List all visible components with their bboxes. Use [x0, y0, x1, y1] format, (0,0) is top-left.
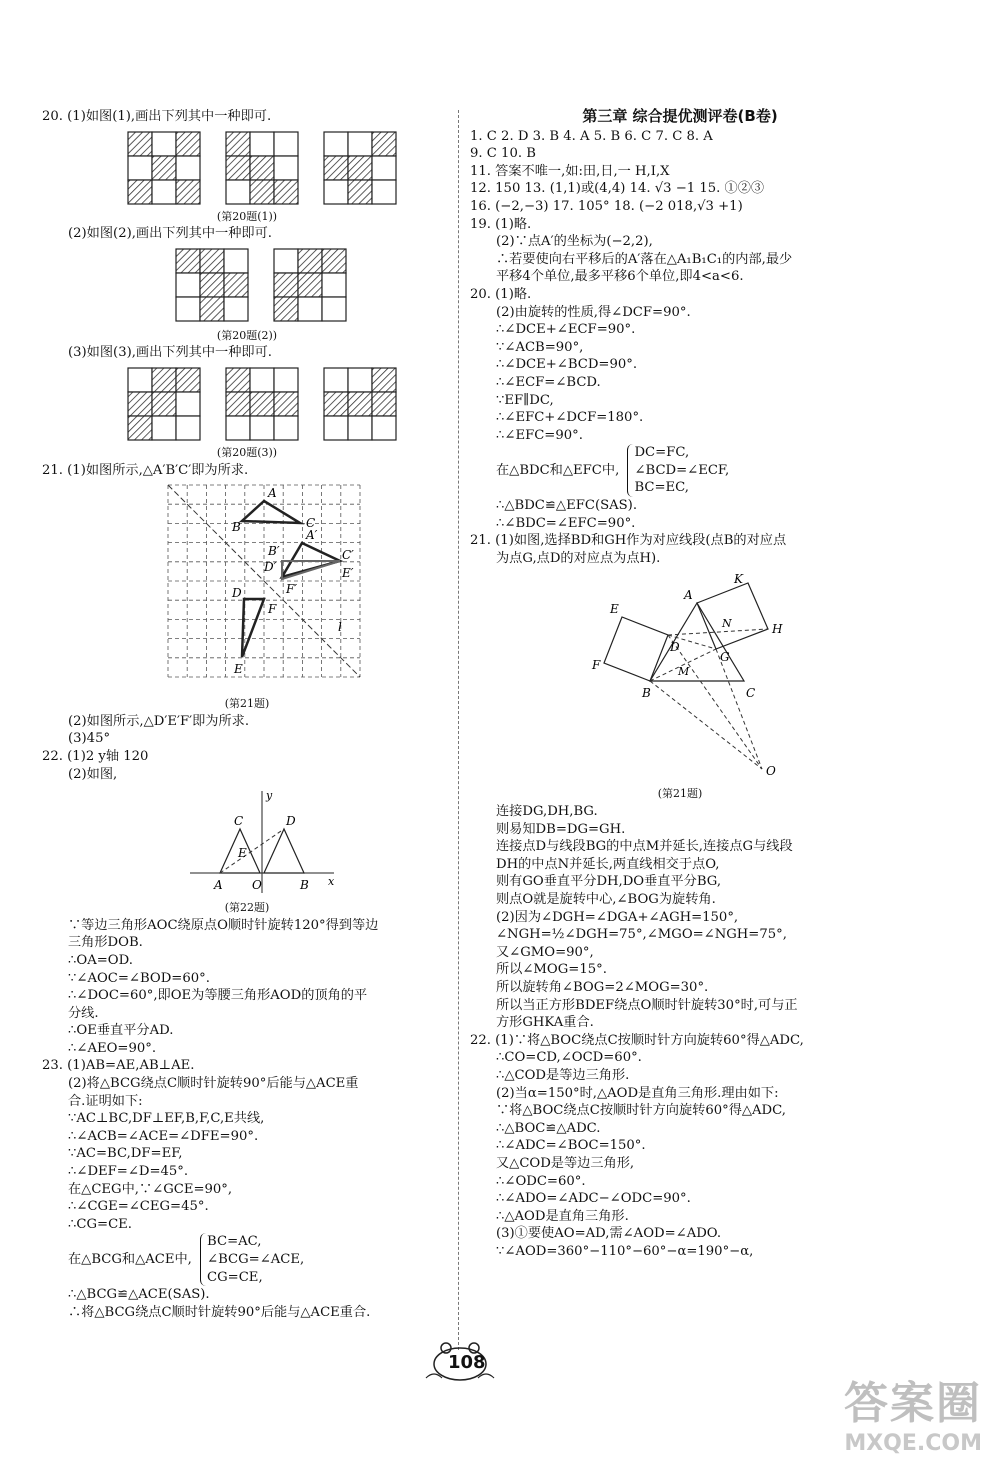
- grid-cell: [200, 249, 224, 273]
- label-A: A: [684, 588, 693, 603]
- q20-fig2: [42, 245, 452, 325]
- q19-line: 19. (1)略.: [470, 216, 532, 232]
- q22-line: ∴∠AEO=90°.: [68, 1040, 157, 1056]
- q23-line: 在△CEG中,∵∠GCE=90°,: [68, 1181, 233, 1197]
- q20-fig3: [42, 364, 452, 442]
- q21-part3: (3)45°: [68, 731, 111, 747]
- grid-cell: [348, 132, 372, 156]
- label-O: O: [766, 764, 776, 779]
- q20-line: ∵∠ACB=90°,: [496, 339, 584, 355]
- grid-cell: [348, 368, 372, 392]
- label-D: D: [286, 814, 296, 829]
- q20-end: ∴∠BDC=∠EFC=90°.: [496, 515, 636, 531]
- q22-part2: (2)如图,: [68, 766, 118, 782]
- label-N: N: [722, 617, 732, 631]
- grid-cell: [372, 156, 396, 180]
- grid-cell: [250, 156, 274, 180]
- q21-line: 则易知DB=DG=GH.: [496, 821, 626, 837]
- q22-line: ∵∠AOD=360°−110°−60°−α=190°−α,: [496, 1243, 754, 1259]
- grid-cell: [298, 249, 322, 273]
- q22-line: 22. (1)∵将△BOC绕点C按顺时针方向旋转60°得△ADC,: [470, 1032, 804, 1048]
- q21-rotation-figure: [470, 569, 890, 783]
- q20-fig1: [42, 128, 452, 206]
- triangle-abc: [242, 501, 300, 523]
- q22-line: ∴∠ADO=∠ADC−∠ODC=90°.: [496, 1191, 691, 1207]
- q20-part2: (2)如图(2),画出下列其中一种即可.: [68, 226, 272, 242]
- right-column: [470, 108, 890, 1260]
- label-B1: B′: [268, 544, 280, 559]
- label-H: H: [772, 622, 783, 637]
- q20-part3: (3)如图(3),画出下列其中一种即可.: [68, 345, 272, 361]
- q22-line: ∴△AOD是直角三角形.: [496, 1208, 629, 1224]
- grid-cell: [176, 249, 200, 273]
- q20-line: ∴∠DCE+∠ECF=90°.: [496, 322, 636, 338]
- q23-line: ∴∠DEF=∠D=45°.: [68, 1164, 189, 1180]
- grid-cell: [226, 156, 250, 180]
- q20-brace-line: BC=EC,: [634, 480, 689, 496]
- q21-line: 方形GHKA重合.: [496, 1015, 594, 1031]
- watermark-text: 答案圈: [844, 1378, 982, 1429]
- grid-cell: [128, 180, 152, 204]
- q23-brace-pre: 在△BCG和△ACE中,: [68, 1252, 192, 1268]
- q20-brace: [627, 444, 729, 497]
- q22-line: ∴OA=OD.: [68, 952, 133, 968]
- q20-brace-block: [496, 444, 890, 497]
- grid-cell: [224, 249, 248, 273]
- q23-line: 23. (1)AB=AE,AB⊥AE.: [42, 1058, 195, 1074]
- label-l: l: [338, 620, 342, 635]
- grid-cell: [152, 156, 176, 180]
- grid-cell: [274, 416, 298, 440]
- q21-line: 所以∠MOG=15°.: [496, 962, 607, 978]
- grid-cell: [226, 416, 250, 440]
- grid-cell: [128, 416, 152, 440]
- q23-line: 合.证明如下:: [68, 1093, 143, 1109]
- grid-cell: [128, 156, 152, 180]
- grid-cell: [176, 180, 200, 204]
- q21-line: ∠NGH=½∠DGH=75°,∠MGO=∠NGH=75°,: [496, 927, 787, 943]
- label-F: F: [592, 658, 601, 673]
- grid-cell: [324, 180, 348, 204]
- grid-cell: [176, 368, 200, 392]
- grid-cell: [348, 156, 372, 180]
- q22-line: ∴△COD是等边三角形.: [496, 1067, 630, 1083]
- q21-caption: (第21题): [224, 697, 270, 711]
- label-B: B: [232, 520, 241, 535]
- grid-cell: [176, 132, 200, 156]
- grid-cell: [274, 368, 298, 392]
- grid-cell: [274, 132, 298, 156]
- q23-line: ∴∠CGE=∠CEG=45°.: [68, 1199, 209, 1215]
- label-E: E: [610, 602, 619, 617]
- grid-cell: [348, 392, 372, 416]
- grid-cell: [224, 297, 248, 321]
- q22-line: ∴∠ADC=∠BOC=150°.: [496, 1138, 646, 1154]
- q20-line: ∴∠EFC=90°.: [496, 427, 583, 443]
- grid-cell: [152, 180, 176, 204]
- grid-cell: [226, 368, 250, 392]
- q23-brace-line: BC=AC,: [207, 1234, 262, 1250]
- grid-cell: [250, 416, 274, 440]
- grid-cell: [372, 180, 396, 204]
- label-A: A: [268, 486, 277, 501]
- grid-cell: [250, 132, 274, 156]
- q22-line: 分线.: [68, 1005, 99, 1021]
- q22-line: ∴∠ODC=60°.: [496, 1173, 586, 1189]
- grid-cell: [324, 368, 348, 392]
- grid-cell: [348, 180, 372, 204]
- grid-cell: [250, 392, 274, 416]
- label-B: B: [642, 686, 651, 701]
- q20-caption2: (第20题(2)): [216, 328, 278, 342]
- label-y: y: [266, 789, 273, 803]
- q22-part1: 22. (1)2 y轴 120: [42, 748, 149, 764]
- q21-line: 则点O就是旋转中心,∠BOG为旋转角.: [496, 892, 716, 907]
- label-C: C: [746, 686, 756, 701]
- q23-line: ∵AC=BC,DF=EF,: [68, 1146, 183, 1162]
- q20-line: (2)由旋转的性质,得∠DCF=90°.: [496, 304, 691, 320]
- q21-head: 为点G,点D的对应点为点H).: [496, 550, 661, 566]
- grid-cell: [152, 368, 176, 392]
- q21-part1: 21. (1)如图所示,△A′B′C′即为所求.: [42, 462, 249, 478]
- q21-line: 则有GO垂直平分DH,DO垂直平分BG,: [496, 874, 722, 890]
- q23-end: ∴△BCG≌△ACE(SAS).: [68, 1287, 210, 1303]
- q20-line: ∴∠DCE+∠BCD=90°.: [496, 357, 638, 373]
- q22-line: (3)①要使AO=AD,需∠AOD=∠ADO.: [496, 1226, 722, 1242]
- label-M: M: [678, 665, 690, 679]
- grid-cell: [176, 156, 200, 180]
- grid-cell: [348, 416, 372, 440]
- grid-cell: [372, 368, 396, 392]
- q22-line: (2)当α=150°时,△AOD是直角三角形.理由如下:: [496, 1085, 779, 1101]
- q21-grid-figure: [42, 481, 452, 693]
- q23-line: ∴CG=CE.: [68, 1216, 132, 1232]
- label-F: F: [268, 602, 277, 617]
- q21-head: 21. (1)如图,选择BD和GH作为对应线段(点B的对应点: [470, 533, 787, 549]
- q20-line: ∴∠ECF=∠BCD.: [496, 374, 601, 390]
- grid-cell: [152, 392, 176, 416]
- q21-line: 又∠GMO=90°,: [496, 944, 594, 960]
- grid-cell: [226, 132, 250, 156]
- q20-line: ∵EF∥DC,: [496, 392, 554, 408]
- q23-line: ∵AC⊥BC,DF⊥EF,B,F,C,E共线,: [68, 1111, 265, 1127]
- grid-cell: [372, 416, 396, 440]
- q22-line: 又△COD是等边三角形,: [496, 1155, 635, 1171]
- grid-cell: [274, 180, 298, 204]
- q22-line: ∴∠DOC=60°,即OE为等腰三角形AOD的顶角的平: [68, 988, 368, 1004]
- label-B: B: [300, 878, 309, 893]
- grid-cell: [324, 392, 348, 416]
- q22-line: ∵∠AOC=∠BOD=60°.: [68, 970, 210, 986]
- q21-figure: [42, 481, 452, 693]
- label-D1: D′: [264, 560, 277, 575]
- grid-cell: [176, 416, 200, 440]
- q21-squares-figure: [470, 569, 890, 783]
- q19-line: (2)∵点A′的坐标为(−2,2),: [496, 234, 653, 250]
- grid-cell: [200, 297, 224, 321]
- q22-line: ∵等边三角形AOC绕原点O顺时针旋转120°得到等边: [68, 917, 379, 933]
- q22-figure: [42, 785, 452, 897]
- answer-line: 11. 答案不唯一,如:田,日,一 H,I,X: [470, 163, 670, 179]
- grid-cell: [176, 273, 200, 297]
- q23-brace-line: CG=CE,: [207, 1269, 263, 1285]
- section-title: 第三章 综合提优测评卷(B卷): [582, 107, 778, 125]
- grid-cell: [128, 392, 152, 416]
- answer-line: 16. (−2,−3) 17. 105° 18. (−2 018,√3 +1): [470, 198, 743, 214]
- label-x: x: [328, 875, 335, 889]
- label-E: E: [234, 662, 243, 677]
- left-column: [42, 108, 452, 1321]
- q23-end: ∴将△BCG绕点C顺时针旋转90°后能与△ACE重合.: [68, 1304, 371, 1320]
- grid-cell: [372, 392, 396, 416]
- answer-line: 12. 150 13. (1,1)或(4,4) 14. √3 −1 15. ①②③: [470, 181, 765, 197]
- label-A1: A′: [306, 528, 318, 543]
- label-E: E: [238, 846, 247, 861]
- q23-brace-block: [68, 1233, 452, 1286]
- grid-cell: [322, 297, 346, 321]
- q22-proof: [42, 917, 452, 1058]
- q22-line: ∴CO=CD,∠OCD=60°.: [496, 1050, 642, 1066]
- q20-caption3: (第20题(3)): [216, 445, 278, 459]
- q23-brace-line: ∠BCG=∠ACE,: [207, 1252, 305, 1267]
- q21-caption: (第21题): [657, 787, 703, 801]
- q23-line: (2)将△BCG绕点C顺时针旋转90°后能与△ACE重: [68, 1076, 359, 1092]
- label-C1: C′: [342, 548, 354, 563]
- label-F1: F′: [286, 582, 298, 597]
- q22-line: ∵将△BOC绕点C按顺时针方向旋转60°得△ADC,: [496, 1103, 786, 1119]
- triangle-def: [242, 599, 264, 657]
- q22-line: ∴OE垂直平分AD.: [68, 1023, 174, 1039]
- label-C: C: [234, 814, 244, 829]
- q20-brace-line: DC=FC,: [634, 445, 690, 461]
- grid-cell: [274, 297, 298, 321]
- q21-line: 连接DG,DH,BG.: [496, 804, 598, 820]
- q20-brace-line: ∠BCD=∠ECF,: [634, 462, 730, 478]
- grid-cell: [128, 368, 152, 392]
- grid-cell: [176, 392, 200, 416]
- q20-grids-2: [42, 245, 452, 325]
- q20-caption1: (第20题(1)): [216, 209, 278, 223]
- label-K: K: [734, 572, 743, 587]
- q21-line: 连接点D与线段BG的中点M并延长,连接点G与线段: [496, 839, 793, 855]
- grid-cell: [200, 273, 224, 297]
- q22-caption: (第22题): [224, 901, 270, 915]
- label-G: G: [720, 650, 730, 665]
- q21-line: 所以当正方形BDEF绕点O顺时针旋转30°时,可与正: [496, 997, 798, 1013]
- grid-cell: [152, 416, 176, 440]
- label-C: C: [306, 516, 316, 531]
- grid-cell: [226, 392, 250, 416]
- q22-coordinate-figure: [42, 785, 452, 897]
- q22-line: 三角形DOB.: [68, 935, 143, 951]
- grid-cell: [324, 132, 348, 156]
- q20-grids-3: [42, 364, 452, 442]
- grid-cell: [324, 156, 348, 180]
- grid-cell: [274, 249, 298, 273]
- grid-cell: [250, 368, 274, 392]
- q20-line: ∴∠EFC+∠DCF=180°.: [496, 410, 644, 426]
- label-E1: E′: [342, 566, 354, 581]
- q20-grids-1: [42, 128, 452, 206]
- page-number: 108: [448, 1352, 486, 1373]
- grid-cell: [274, 273, 298, 297]
- grid-cell: [298, 297, 322, 321]
- q23-brace: [200, 1233, 304, 1286]
- label-O: O: [252, 878, 262, 893]
- grid-cell: [322, 273, 346, 297]
- q21-line: 所以旋转角∠BOG=2∠MOG=30°.: [496, 979, 709, 995]
- label-A: A: [214, 878, 223, 893]
- grid-cell: [226, 180, 250, 204]
- q21-part2: (2)如图所示,△D′E′F′即为所求.: [68, 713, 250, 729]
- watermark-url: MXQE.COM: [844, 1431, 982, 1456]
- q22-line: ∴△BOC≌△ADC.: [496, 1120, 601, 1136]
- grid-cell: [224, 273, 248, 297]
- label-D: D: [232, 586, 242, 601]
- answer-line: 9. C 10. B: [470, 146, 536, 162]
- answer-line: 1. C 2. D 3. B 4. A 5. B 6. C 7. C 8. A: [470, 128, 713, 144]
- column-divider: [458, 110, 459, 1350]
- label-D: D: [670, 640, 680, 655]
- q20-line: 20. (1)略.: [470, 286, 532, 302]
- q21-line: (2)因为∠DGH=∠DGA+∠AGH=150°,: [496, 909, 739, 925]
- grid-cell: [298, 273, 322, 297]
- q20-brace-pre: 在△BDC和△EFC中,: [496, 463, 620, 479]
- q19-line: ∴若要使向右平移后的A′落在△A₁B₁C₁的内部,最少: [496, 251, 793, 267]
- grid-cell: [176, 297, 200, 321]
- grid-cell: [250, 180, 274, 204]
- grid-cell: [324, 416, 348, 440]
- grid-cell: [274, 392, 298, 416]
- q19-line: 平移4个单位,最多平移6个单位,即4<a<6.: [496, 269, 744, 285]
- q20-end: ∴△BDC≌△EFC(SAS).: [496, 498, 638, 514]
- grid-cell: [274, 156, 298, 180]
- q21-line: DH的中点N并延长,两直线相交于点O,: [496, 856, 720, 872]
- grid-cell: [322, 249, 346, 273]
- q23-line: ∴∠ACB=∠ACE=∠DFE=90°.: [68, 1128, 259, 1144]
- grid-cell: [128, 132, 152, 156]
- grid-cell: [372, 132, 396, 156]
- q20-part1: 20. (1)如图(1),画出下列其中一种即可.: [42, 109, 272, 124]
- watermark: [844, 1367, 982, 1456]
- q23-proof: [42, 1075, 452, 1321]
- grid-cell: [152, 132, 176, 156]
